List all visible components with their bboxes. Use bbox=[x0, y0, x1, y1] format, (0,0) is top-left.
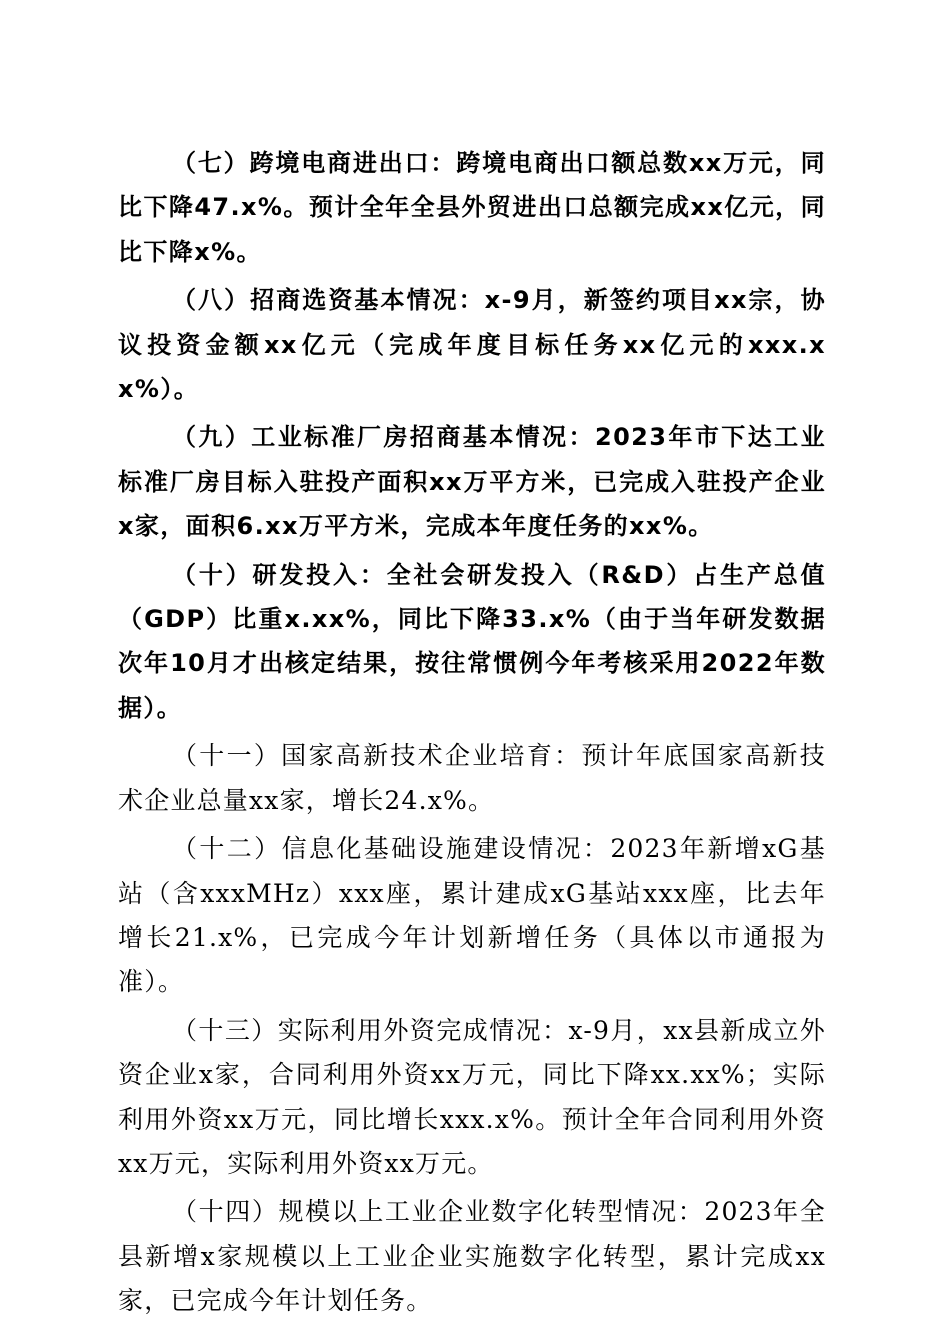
document-body bbox=[118, 141, 826, 1328]
paragraph-digital-transformation: （十四）规模以上工业企业数字化转型情况：2023年全县新增x家规模以上工业企业实施数字化转型，累计完成xx家，已完成今年计划任务。 bbox=[118, 1197, 826, 1316]
paragraph-investment-attraction: （八）招商选资基本情况：x-9月，新签约项目xx宗，协议投资金额xx亿元（完成年度目标任务xx亿元的xxx.xx%）。 bbox=[118, 286, 826, 404]
paragraph-info-infrastructure: （十二）信息化基础设施建设情况：2023年新增xG基站（含xxxMHz）xxx座，累计建成xG基站xxx座，比去年增长21.x%，已完成今年计划新增任务（具体以市通报为准）。 bbox=[118, 834, 826, 997]
paragraph-standard-factory: （九）工业标准厂房招商基本情况：2023年市下达工业标准厂房目标入驻投产面积xx万平方米，已完成入驻投产企业x家，面积6.xx万平方米，完成本年度任务的xx%。 bbox=[118, 423, 826, 541]
paragraph-cross-border-ecommerce: （七）跨境电商进出口：跨境电商出口额总数xx万元，同比下降47.x%。预计全年全县外贸进出口总额完成xx亿元，同比下降x%。 bbox=[118, 149, 826, 266]
paragraph-rd-investment: （十）研发投入：全社会研发投入（R&D）占生产总值（GDP）比重x.xx%，同比下降33.x%（由于当年研发数据次年10月才出核定结果，按往常惯例今年考核采用2022年数据）。 bbox=[118, 560, 826, 722]
paragraph-foreign-investment: （十三）实际利用外资完成情况：x-9月，xx县新成立外资企业x家，合同利用外资xx万元，同比下降xx.xx%；实际利用外资xx万元，同比增长xxx.x%。预计全年合同利用外资xx万元，实际利用外资xx万元。 bbox=[118, 1015, 826, 1178]
paragraph-high-tech-enterprises: （十一）国家高新技术企业培育：预计年底国家高新技术企业总量xx家，增长24.x%。 bbox=[118, 741, 826, 815]
